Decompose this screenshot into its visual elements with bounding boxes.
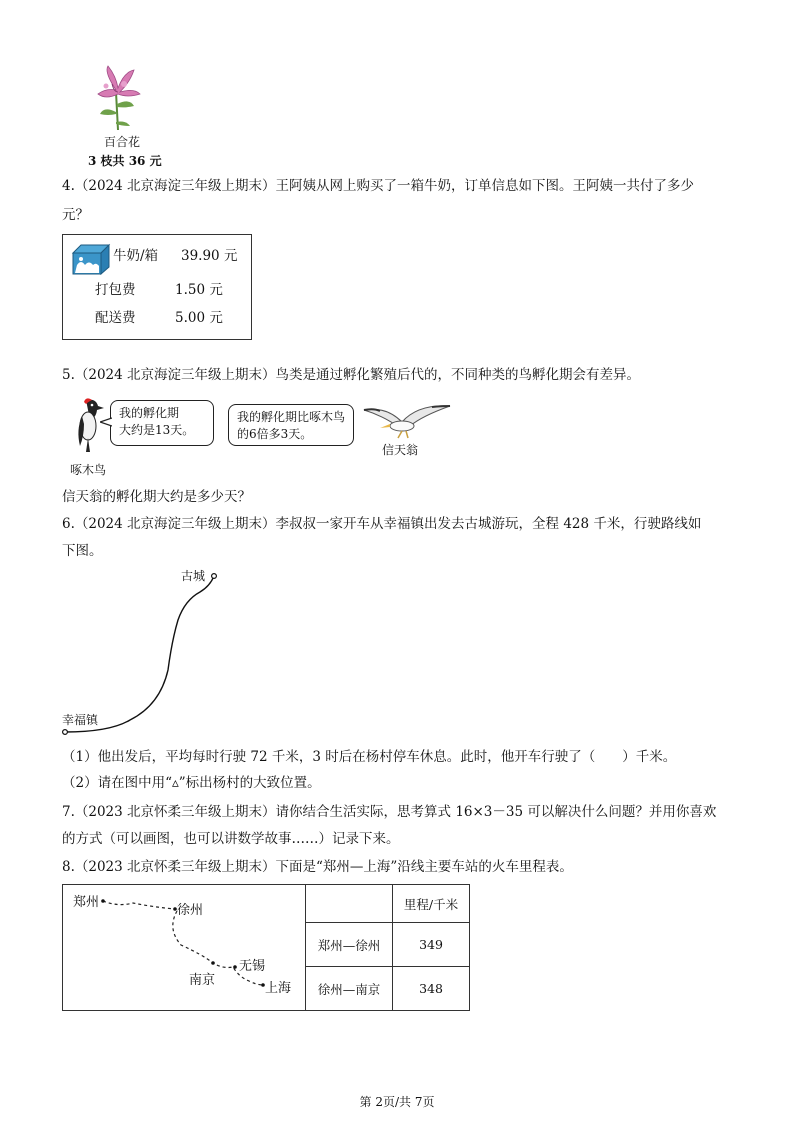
table-row: [306, 923, 470, 967]
order-delivery-value: 5.00 元: [175, 310, 223, 326]
q4-text-line1: 4.（2024 北京海淀三年级上期末）王阿姨从网上购买了一箱牛奶，订单信息如下图。王阿姨一共付了多少: [62, 178, 695, 194]
km-cell: 349: [393, 923, 470, 967]
q6-text-line2: 下图。: [62, 543, 103, 559]
woodpecker-bubble-line1: 我的孵化期: [119, 406, 180, 420]
table-row: [306, 885, 470, 923]
order-packing-value: 1.50 元: [175, 282, 223, 298]
q7-text-line1: 7.（2023 北京怀柔三年级上期末）请你结合生活实际，思考算式 16×3－35 可以解决什么问题？并用你喜欢: [62, 804, 717, 820]
table-row: [306, 967, 470, 1011]
q6-text-line1: 6.（2024 北京海淀三年级上期末）李叔叔一家开车从幸福镇出发去古城游玩，全程 428 千米，行驶路线如: [62, 516, 702, 532]
albatross-name: 信天翁: [382, 443, 419, 457]
q5-question: 信天翁的孵化期大约是多少天？: [62, 489, 251, 505]
order-info-box: [62, 234, 252, 340]
q6-sub2: （2）请在图中用“▵”标出杨村的大致位置。: [62, 775, 321, 791]
station-xuzhou: 徐州: [177, 903, 204, 918]
albatross-image: [362, 402, 452, 442]
q5-text-line1: 5.（2024 北京海淀三年级上期末）鸟类是通过孵化繁殖后代的，不同种类的鸟孵化期会有差异。: [62, 367, 641, 383]
milk-box-icon: [71, 243, 111, 275]
route-cell: 郑州—徐州: [306, 923, 393, 967]
albatross-bubble-line1: 我的孵化期比啄木鸟: [237, 410, 346, 424]
route-start-label: 幸福镇: [62, 713, 99, 727]
route-cell: 徐州—南京: [306, 967, 393, 1011]
woodpecker-bubble-line2: 大约是13天。: [119, 423, 195, 437]
woodpecker-speech-bubble: [110, 400, 214, 446]
albatross-bubble-line2: 的6倍多3天。: [237, 427, 313, 441]
station-nanjing: 南京: [189, 973, 216, 988]
lily-flower-image: [90, 62, 146, 132]
order-delivery-label: 配送费: [95, 310, 136, 326]
table-corner-cell: [306, 885, 393, 923]
page-footer: 第 2页/共 7页: [359, 1095, 435, 1109]
table-header-cell: 里程/千米: [393, 885, 470, 923]
albatross-speech-bubble: [228, 404, 354, 446]
route-line: [65, 576, 214, 732]
lily-name: 百合花: [104, 135, 141, 149]
q4-text-line2: 元？: [62, 207, 89, 223]
station-shanghai: 上海: [265, 981, 292, 996]
mileage-table: [305, 884, 470, 1011]
order-item-label: 牛奶/箱: [113, 248, 159, 264]
q6-sub1: （1）他出发后，平均每时行驶 72 千米，3 时后在杨村停车休息。此时，他开车行驶了（ ）千米。: [62, 749, 677, 765]
railway-map-box: [62, 884, 306, 1011]
woodpecker-image: [70, 396, 104, 458]
lily-price: 3 枝共 36 元: [88, 154, 162, 168]
q7-text-line2: 的方式（可以画图，也可以讲数学故事……）记录下来。: [62, 831, 400, 847]
woodpecker-name: 啄木鸟: [70, 463, 107, 477]
station-wuxi: 无锡: [239, 959, 266, 974]
q8-text-line1: 8.（2023 北京怀柔三年级上期末）下面是“郑州—上海”沿线主要车站的火车里程表。: [62, 859, 573, 875]
order-item-value: 39.90 元: [181, 248, 238, 264]
station-zhengzhou: 郑州: [73, 895, 100, 910]
bubble-tail-icon: [100, 416, 112, 428]
route-end-label: 古城: [181, 569, 206, 583]
order-packing-label: 打包费: [95, 282, 136, 298]
km-cell: 348: [393, 967, 470, 1011]
